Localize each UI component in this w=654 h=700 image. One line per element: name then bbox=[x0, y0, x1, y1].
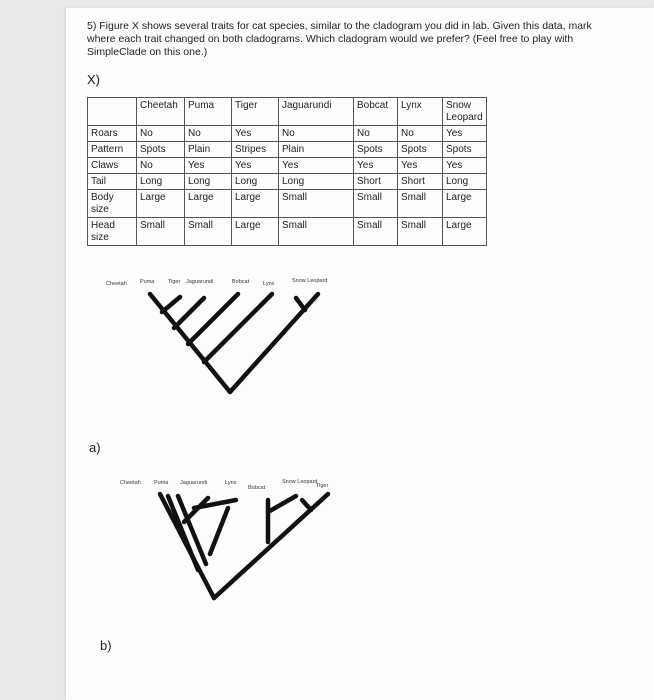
table-cell: Yes bbox=[232, 158, 279, 174]
table-row bbox=[88, 142, 487, 158]
table-row bbox=[88, 126, 487, 142]
table-cell: Yes bbox=[185, 158, 232, 174]
table-cell: Spots bbox=[398, 142, 443, 158]
branch bbox=[302, 500, 311, 510]
table-row bbox=[88, 174, 487, 190]
table-cell: Spots bbox=[443, 142, 487, 158]
table-cell: Small bbox=[398, 218, 443, 246]
table-cell: Pattern bbox=[88, 142, 137, 158]
table-cell: Plain bbox=[185, 142, 232, 158]
traits-table bbox=[87, 97, 487, 246]
table-cell: No bbox=[185, 126, 232, 142]
table-header-cell: Cheetah bbox=[137, 98, 185, 126]
taxon-label: Bobcat bbox=[232, 279, 250, 285]
table-cell: Small bbox=[354, 190, 398, 218]
taxon-label: Snow Leopard bbox=[282, 479, 318, 485]
taxon-label: Lynx bbox=[263, 281, 275, 287]
table-cell: Plain bbox=[279, 142, 354, 158]
table-cell: No bbox=[279, 126, 354, 142]
table-cell: No bbox=[137, 126, 185, 142]
taxon-label: Cheetah bbox=[106, 281, 127, 287]
branch bbox=[204, 294, 272, 362]
cladogram-a-branches bbox=[150, 294, 318, 392]
part-b-label: b) bbox=[100, 638, 112, 653]
table-cell: Large bbox=[185, 190, 232, 218]
table-cell: Claws bbox=[88, 158, 137, 174]
table-cell: Large bbox=[232, 190, 279, 218]
table-cell: Small bbox=[279, 190, 354, 218]
branch bbox=[296, 298, 305, 310]
table-cell: Head size bbox=[88, 218, 137, 246]
table-cell: Large bbox=[137, 190, 185, 218]
branch bbox=[210, 508, 228, 554]
table-header-row bbox=[88, 98, 487, 126]
figure-label: X) bbox=[87, 72, 100, 87]
table-cell: Stripes bbox=[232, 142, 279, 158]
table-cell: Yes bbox=[443, 126, 487, 142]
branch bbox=[174, 298, 204, 328]
taxon-label: Tiger bbox=[316, 483, 329, 489]
table-header-cell: Puma bbox=[185, 98, 232, 126]
taxon-label: Snow Leopard bbox=[292, 278, 328, 284]
taxon-label: Cheetah bbox=[120, 480, 141, 486]
table-cell: Yes bbox=[232, 126, 279, 142]
table-row bbox=[88, 190, 487, 218]
question-text: 5) Figure X shows several traits for cat species, similar to the cladogram you did in lab. Given this data, mark where each trait changed on both cladograms. Which cladogram would we prefer? (Feel free to play with SimpleClade on this one.) bbox=[87, 20, 592, 58]
cladogram-b-branches bbox=[160, 494, 328, 598]
taxon-label: Bobcat bbox=[248, 485, 266, 491]
taxon-label: Puma bbox=[140, 279, 155, 285]
branch bbox=[268, 496, 296, 512]
table-header-cell: Bobcat bbox=[354, 98, 398, 126]
table-cell: Large bbox=[443, 218, 487, 246]
table-cell: Short bbox=[354, 174, 398, 190]
cladogram-a bbox=[100, 272, 330, 422]
taxon-label: Tiger bbox=[168, 279, 181, 285]
table-cell: Long bbox=[185, 174, 232, 190]
table-header-cell: Tiger bbox=[232, 98, 279, 126]
branch bbox=[162, 297, 180, 312]
table-cell: Short bbox=[398, 174, 443, 190]
table-cell: Spots bbox=[354, 142, 398, 158]
table-cell: Long bbox=[137, 174, 185, 190]
part-a-label: a) bbox=[89, 440, 101, 455]
table-cell: Long bbox=[232, 174, 279, 190]
table-cell: Small bbox=[398, 190, 443, 218]
table-cell: Small bbox=[354, 218, 398, 246]
table-row bbox=[88, 218, 487, 246]
table-header-cell: Jaguarundi bbox=[279, 98, 354, 126]
cladogram-b bbox=[118, 472, 348, 612]
table-cell: No bbox=[137, 158, 185, 174]
table-cell: Yes bbox=[398, 158, 443, 174]
taxon-label: Puma bbox=[154, 480, 169, 486]
taxon-label: Lynx bbox=[225, 480, 237, 486]
table-header-cell: Snow Leopard bbox=[443, 98, 487, 126]
table-cell: Long bbox=[279, 174, 354, 190]
branch bbox=[184, 498, 208, 522]
table-cell: Yes bbox=[443, 158, 487, 174]
table-cell: Small bbox=[137, 218, 185, 246]
taxon-label: Jaguarundi bbox=[180, 480, 208, 486]
table-cell: Small bbox=[279, 218, 354, 246]
table-cell: Large bbox=[232, 218, 279, 246]
table-cell: Large bbox=[443, 190, 487, 218]
table-header-cell: Lynx bbox=[398, 98, 443, 126]
table-cell: No bbox=[354, 126, 398, 142]
table-cell: Roars bbox=[88, 126, 137, 142]
table-cell: Body size bbox=[88, 190, 137, 218]
table-cell: No bbox=[398, 126, 443, 142]
taxon-label: Jaguarundi bbox=[186, 279, 214, 285]
table-cell: Spots bbox=[137, 142, 185, 158]
table-cell: Long bbox=[443, 174, 487, 190]
table-cell: Yes bbox=[279, 158, 354, 174]
table-cell: Small bbox=[185, 218, 232, 246]
table-header-cell bbox=[88, 98, 137, 126]
table-cell: Tail bbox=[88, 174, 137, 190]
table-cell: Yes bbox=[354, 158, 398, 174]
table-row bbox=[88, 158, 487, 174]
